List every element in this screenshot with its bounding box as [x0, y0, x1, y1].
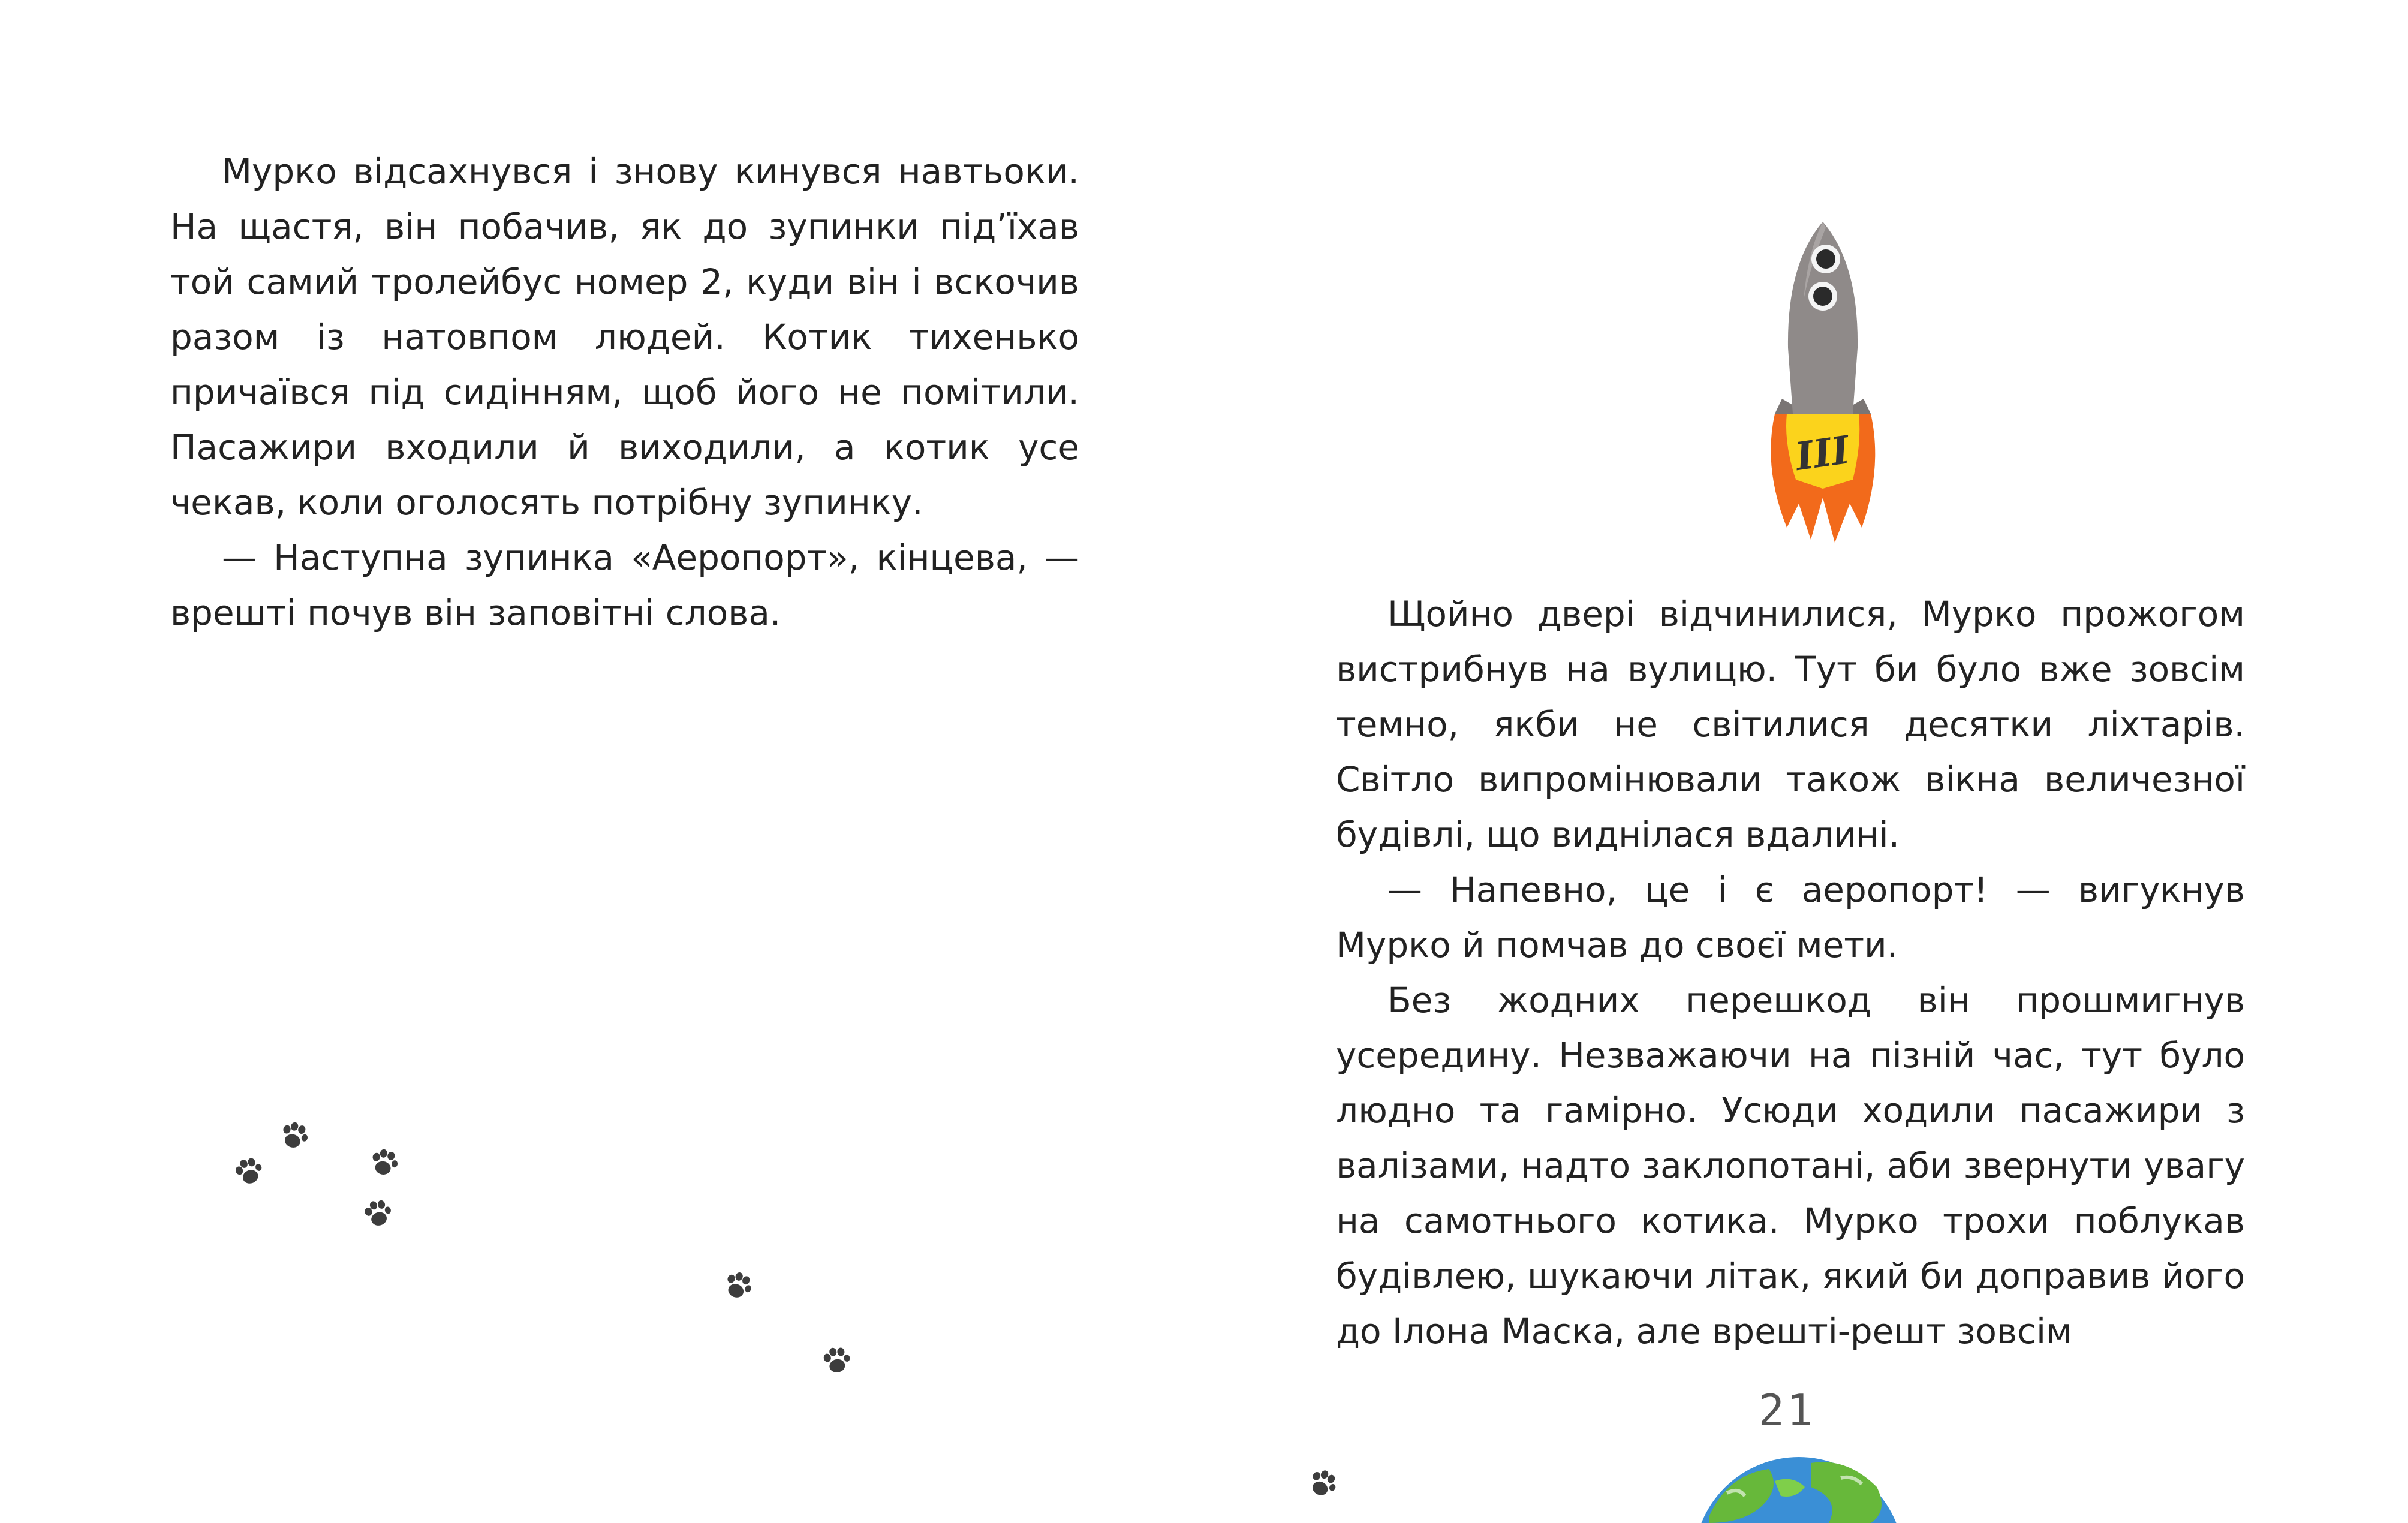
paragraph: Без жодних перешкод він прошмигнув усередину. Незважаючи на пізній час, тут було людно та гамірно. Усюди ходили пасажири з валізами, надто заклопотані, аби звернути увагу на самотнього котика. Мурко трохи поблукав будівлею, шукаючи літак, який би доправив його до Ілона Маска, але врешті-решт зовсім	[1336, 980, 2245, 1352]
paragraph: Мурко відсахнувся і знову кинувся навтьоки. На щастя, він побачив, як до зупинки під’їхав той самий тролейбус номер 2, куди він і вскочив разом із натовпом людей. Котик тихенько причаївся під сидінням, щоб його не помітили. Пасажири входили й виходили, а котик усе чекав, коли оголосять потрібну зупинку.	[170, 151, 1079, 523]
paw-print-icon	[357, 1193, 399, 1235]
left-page-text	[170, 144, 1079, 640]
paw-print-icon	[228, 1151, 270, 1193]
right-page-text	[1336, 586, 2245, 1359]
globe-icon	[1691, 1451, 1907, 1523]
paw-print-icon	[717, 1265, 758, 1307]
paw-print-icon	[273, 1115, 315, 1157]
paw-print-icon	[1301, 1463, 1343, 1505]
rocket-icon	[1751, 216, 1895, 552]
paw-print-icon	[363, 1142, 405, 1184]
paragraph: Щойно двері відчинилися, Мурко прожогом вистрибнув на вулицю. Тут би було вже зовсім темно, якби не світилися десятки ліхтарів. Світло випромінювали також вікна величезної будівлі, що виднілася вдалині.	[1336, 594, 2245, 855]
page-number: 21	[1758, 1385, 1816, 1435]
paragraph: — Напевно, це і є аеропорт! — вигукнув Мурко й помчав до своєї мети.	[1336, 869, 2245, 965]
paragraph: — Наступна зупинка «Аеропорт», кінцева, — врешті почув він заповітні слова.	[170, 537, 1079, 633]
rocket-flame-mark: III	[1792, 428, 1853, 480]
paw-print-icon	[815, 1340, 857, 1382]
